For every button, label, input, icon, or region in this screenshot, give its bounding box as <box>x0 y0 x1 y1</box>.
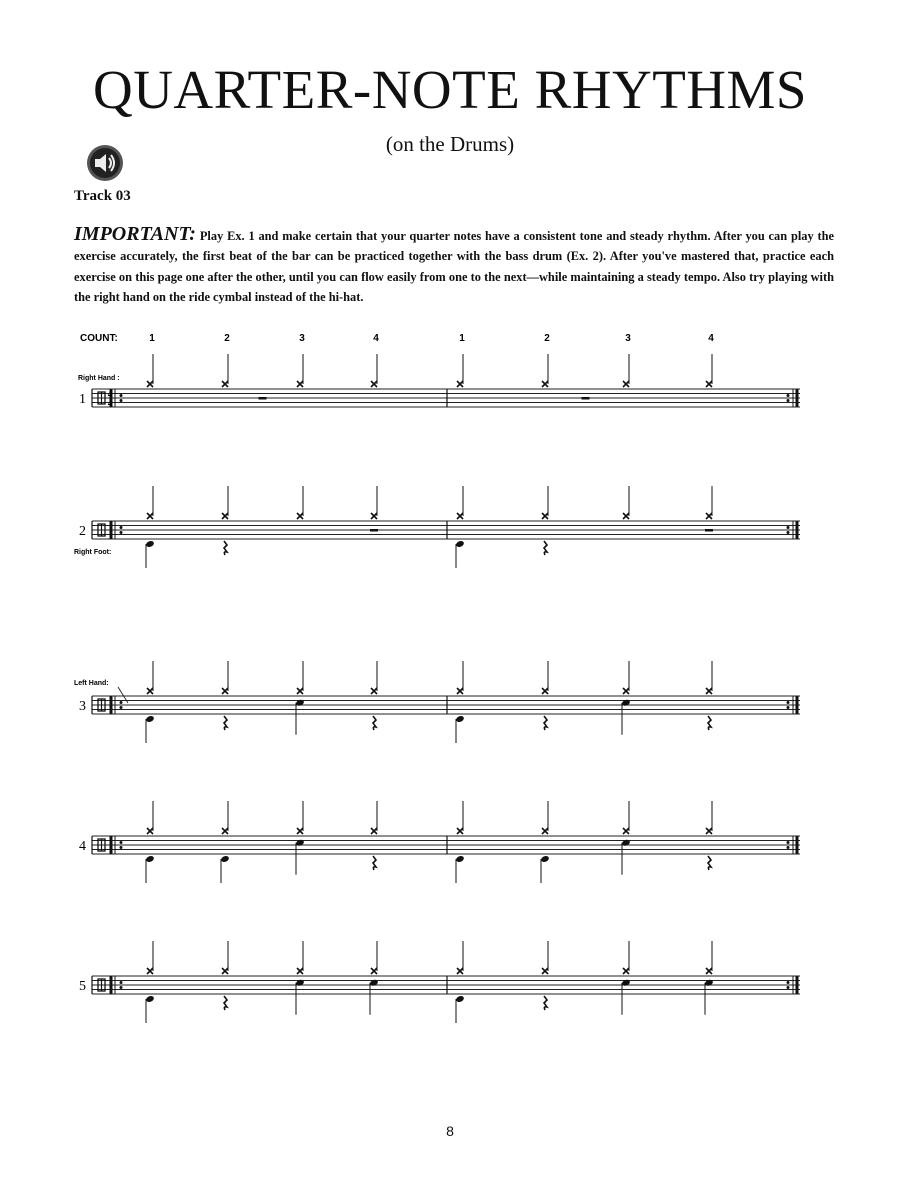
page-subtitle: (on the Drums) <box>385 132 515 156</box>
quarter-rest <box>224 716 227 730</box>
time-signature-top: 4 <box>107 389 113 399</box>
voice-label: Right Foot: <box>74 549 112 556</box>
snare-note <box>295 979 304 987</box>
snare-note <box>295 699 304 707</box>
bass-drum-note <box>145 855 154 863</box>
count-number: 2 <box>544 333 550 344</box>
quarter-rest <box>544 716 547 730</box>
repeat-dot <box>787 981 790 984</box>
snare-note <box>621 979 630 987</box>
bass-drum-note <box>540 855 549 863</box>
exercise-number: 4 <box>79 839 86 854</box>
time-signature-bottom: 4 <box>107 398 113 408</box>
snare-note <box>369 979 378 987</box>
half-rest <box>705 529 713 532</box>
voice-label: Right Hand : <box>78 375 120 382</box>
repeat-dot <box>787 701 790 704</box>
track-label: Track 03 <box>74 188 131 204</box>
exercise-number: 3 <box>79 699 86 714</box>
repeat-dot <box>120 531 123 534</box>
quarter-rest <box>373 716 376 730</box>
quarter-rest <box>224 541 227 555</box>
bass-drum-note <box>455 540 464 548</box>
repeat-dot <box>787 986 790 989</box>
bass-drum-note <box>455 715 464 723</box>
bass-drum-note <box>145 715 154 723</box>
quarter-rest <box>708 716 711 730</box>
count-number: 4 <box>373 333 379 344</box>
count-number: 3 <box>625 333 631 344</box>
repeat-dot <box>120 399 123 402</box>
quarter-rest <box>373 856 376 870</box>
count-number: 4 <box>708 333 714 344</box>
exercise-number: 1 <box>79 392 86 407</box>
quarter-rest <box>224 996 227 1010</box>
bass-drum-note <box>455 855 464 863</box>
snare-note <box>295 839 304 847</box>
repeat-dot <box>787 706 790 709</box>
half-rest <box>582 397 590 400</box>
voice-label: Left Hand: <box>74 680 109 687</box>
count-number: 2 <box>224 333 230 344</box>
quarter-rest <box>708 856 711 870</box>
repeat-dot <box>120 841 123 844</box>
repeat-dot <box>787 841 790 844</box>
count-label: COUNT: <box>80 333 118 344</box>
repeat-dot <box>787 846 790 849</box>
repeat-dot <box>120 981 123 984</box>
repeat-dot <box>120 701 123 704</box>
bass-drum-note <box>455 995 464 1003</box>
snare-note <box>704 979 713 987</box>
count-number: 1 <box>149 333 155 344</box>
instructions-text: Play Ex. 1 and make certain that your quarter notes have a consistent tone and steady rhythm. After you can play the exercise accurately, the first beat of the bar can be practiced together with the bass drum (Ex. 2). After you've mastered that, practice each exercise on this page one after the other, until you can flow easily from one to the next—while maintaining a steady tempo. Also try playing with the right hand on the ride cymbal instead of the hi-hat. <box>74 229 834 304</box>
repeat-dot <box>787 399 790 402</box>
count-number: 3 <box>299 333 305 344</box>
quarter-rest <box>544 541 547 555</box>
half-rest <box>259 397 267 400</box>
snare-note <box>621 839 630 847</box>
repeat-dot <box>120 986 123 989</box>
page-title: QUARTER-NOTE RHYTHMS <box>92 59 808 120</box>
half-rest <box>370 529 378 532</box>
exercise-number: 5 <box>79 979 86 994</box>
bass-drum-note <box>145 540 154 548</box>
repeat-dot <box>120 526 123 529</box>
important-lead: IMPORTANT: <box>74 223 196 245</box>
bass-drum-note <box>145 995 154 1003</box>
count-number: 1 <box>459 333 465 344</box>
exercise-number: 2 <box>79 524 86 539</box>
page-number: 8 <box>446 1123 454 1139</box>
repeat-dot <box>787 526 790 529</box>
repeat-dot <box>787 531 790 534</box>
snare-note <box>621 699 630 707</box>
repeat-dot <box>120 706 123 709</box>
bass-drum-note <box>220 855 229 863</box>
repeat-dot <box>120 394 123 397</box>
repeat-dot <box>120 846 123 849</box>
quarter-rest <box>544 996 547 1010</box>
repeat-dot <box>787 394 790 397</box>
